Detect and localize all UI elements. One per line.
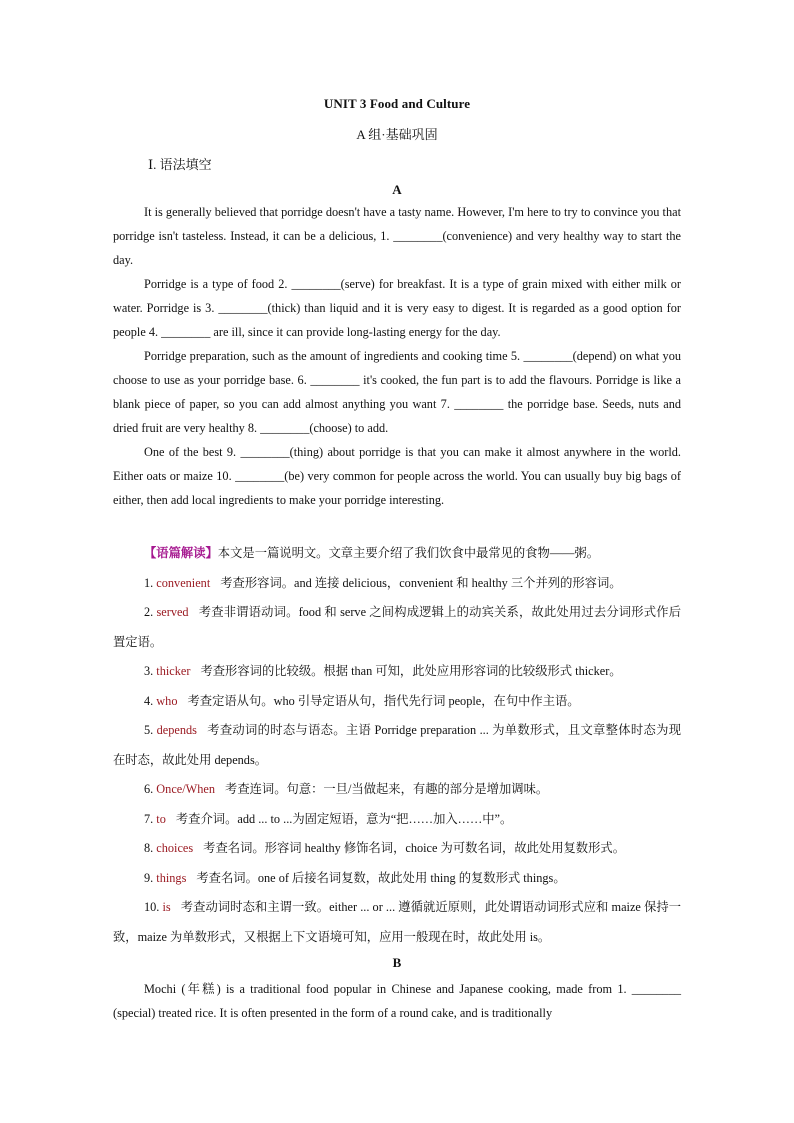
answer-item xyxy=(113,569,681,599)
passage-a-paragraph: It is generally believed that porridge doesn't have a tasty name. However, I'm here to try to convince you that porridge isn't tasteless. Instead, it can be a delicious, 1. ________(convenience) and very healthy way to start the day. xyxy=(113,205,681,267)
answer-number: 8. xyxy=(144,841,157,855)
answer-word: served xyxy=(156,605,189,619)
group-subtitle: A 组·基础巩固 xyxy=(356,127,438,142)
passage-a xyxy=(113,200,681,512)
passage-b-label: B xyxy=(392,955,402,970)
section-heading: Ⅰ. 语法填空 xyxy=(148,157,212,172)
answer-item xyxy=(113,805,681,835)
passage-a-paragraph: Porridge preparation, such as the amount of ingredients and cooking time 5. ________(depend) on what you choose to use as your porridge base. 6. ________ it's cooked, the fun part is to add the flavours. Porridge is like a blank piece of paper, so you can add almost anything you want 7. ________ the porridge base. Seeds, nuts and dried fruit are very healthy 8. ________(choose) to add. xyxy=(113,349,681,435)
answer-explanation: 考查介词。add ... to ...为固定短语，意为“把……加入……中”。 xyxy=(175,811,513,826)
passage-b-paragraph: Mochi (年糕) is a traditional food popular in Chinese and Japanese cooking, made from 1. ________ (special) treated rice. It is often presented in the form of a round cake, and is traditionally xyxy=(113,982,681,1020)
answer-number: 9. xyxy=(144,870,157,885)
answer-item xyxy=(113,687,681,717)
answer-number: 6. xyxy=(144,782,157,796)
unit-title: UNIT 3 Food and Culture xyxy=(323,96,471,111)
passage-a-paragraph: One of the best 9. ________(thing) about porridge is that you can make it almost anywhere in the world. Either oats or maize 10. ________(be) very common for people across the world. You can usually buy big bags of either, then add local ingredients to make your porridge interesting. xyxy=(113,445,681,507)
answer-item xyxy=(113,893,681,952)
answer-explanation: 考查非谓语动词。food 和 serve 之间构成逻辑上的动宾关系，故此处用过去分词形式作后置定语。 xyxy=(113,605,681,649)
answer-word: Once/When xyxy=(156,782,216,796)
passage-intro xyxy=(113,539,681,569)
passage-a-paragraph: Porridge is a type of food 2. ________(serve) for breakfast. It is a type of grain mixed with either milk or water. Porridge is 3. ________(thick) than liquid and it is very easy to digest. It is regarded as a good option for people 4. ________ are ill, since it can provide long-lasting energy for the day. xyxy=(113,277,681,339)
answer-item xyxy=(113,598,681,657)
answer-explanation: 考查形容词。and 连接 delicious，convenient 和 healthy 三个并列的形容词。 xyxy=(220,575,622,590)
intro-tag: 【语篇解读】 xyxy=(144,546,218,560)
answer-item xyxy=(113,657,681,687)
answer-word: who xyxy=(156,693,178,708)
answer-word: convenient xyxy=(156,575,211,590)
answer-explanation: 考查名词。one of 后接名词复数，故此处用 thing 的复数形式 things。 xyxy=(196,870,566,885)
answer-number: 4. xyxy=(144,693,157,708)
intro-text: 本文是一篇说明文。文章主要介绍了我们饮食中最常见的食物——粥。 xyxy=(217,546,600,560)
answer-word: to xyxy=(156,811,166,826)
answer-word: depends xyxy=(156,723,197,737)
answer-number: 3. xyxy=(144,664,157,678)
answer-explanations xyxy=(113,539,681,952)
answer-word: things xyxy=(156,870,187,885)
passage-b xyxy=(113,977,681,1025)
answer-explanation: 考查名词。形容词 healthy 修饰名词，choice 为可数名词，故此处用复数形式。 xyxy=(203,841,625,855)
answer-number: 2. xyxy=(144,605,157,619)
answer-explanation: 考查连词。句意：一旦/当做起来，有趣的部分是增加调味。 xyxy=(225,782,549,796)
answer-explanation: 考查动词的时态与语态。主语 Porridge preparation ... 为单数形式，且文章整体时态为现在时态，故此处用 depends。 xyxy=(113,723,681,767)
answer-explanation: 考查形容词的比较级。根据 than 可知，此处应用形容词的比较级形式 thicker。 xyxy=(200,664,622,678)
answer-number: 1. xyxy=(144,575,157,590)
answer-item xyxy=(113,864,681,894)
answer-word: choices xyxy=(156,841,194,855)
answer-number: 10. xyxy=(144,900,163,914)
passage-a-label: A xyxy=(392,182,402,197)
answer-word: is xyxy=(162,900,171,914)
answer-number: 7. xyxy=(144,811,157,826)
answer-item xyxy=(113,716,681,775)
answer-explanation: 考查动词时态和主谓一致。either ... or ... 遵循就近原则，此处谓语动词形式应和 maize 保持一致，maize 为单数形式，又根据上下文语境可知，应用一般现在时，故此处用 is。 xyxy=(113,900,682,944)
answer-number: 5. xyxy=(144,723,157,737)
answer-item xyxy=(113,834,681,864)
answer-word: thicker xyxy=(156,664,191,678)
answer-item xyxy=(113,775,681,805)
answer-explanation: 考查定语从句。who 引导定语从句，指代先行词 people，在句中作主语。 xyxy=(187,693,580,708)
